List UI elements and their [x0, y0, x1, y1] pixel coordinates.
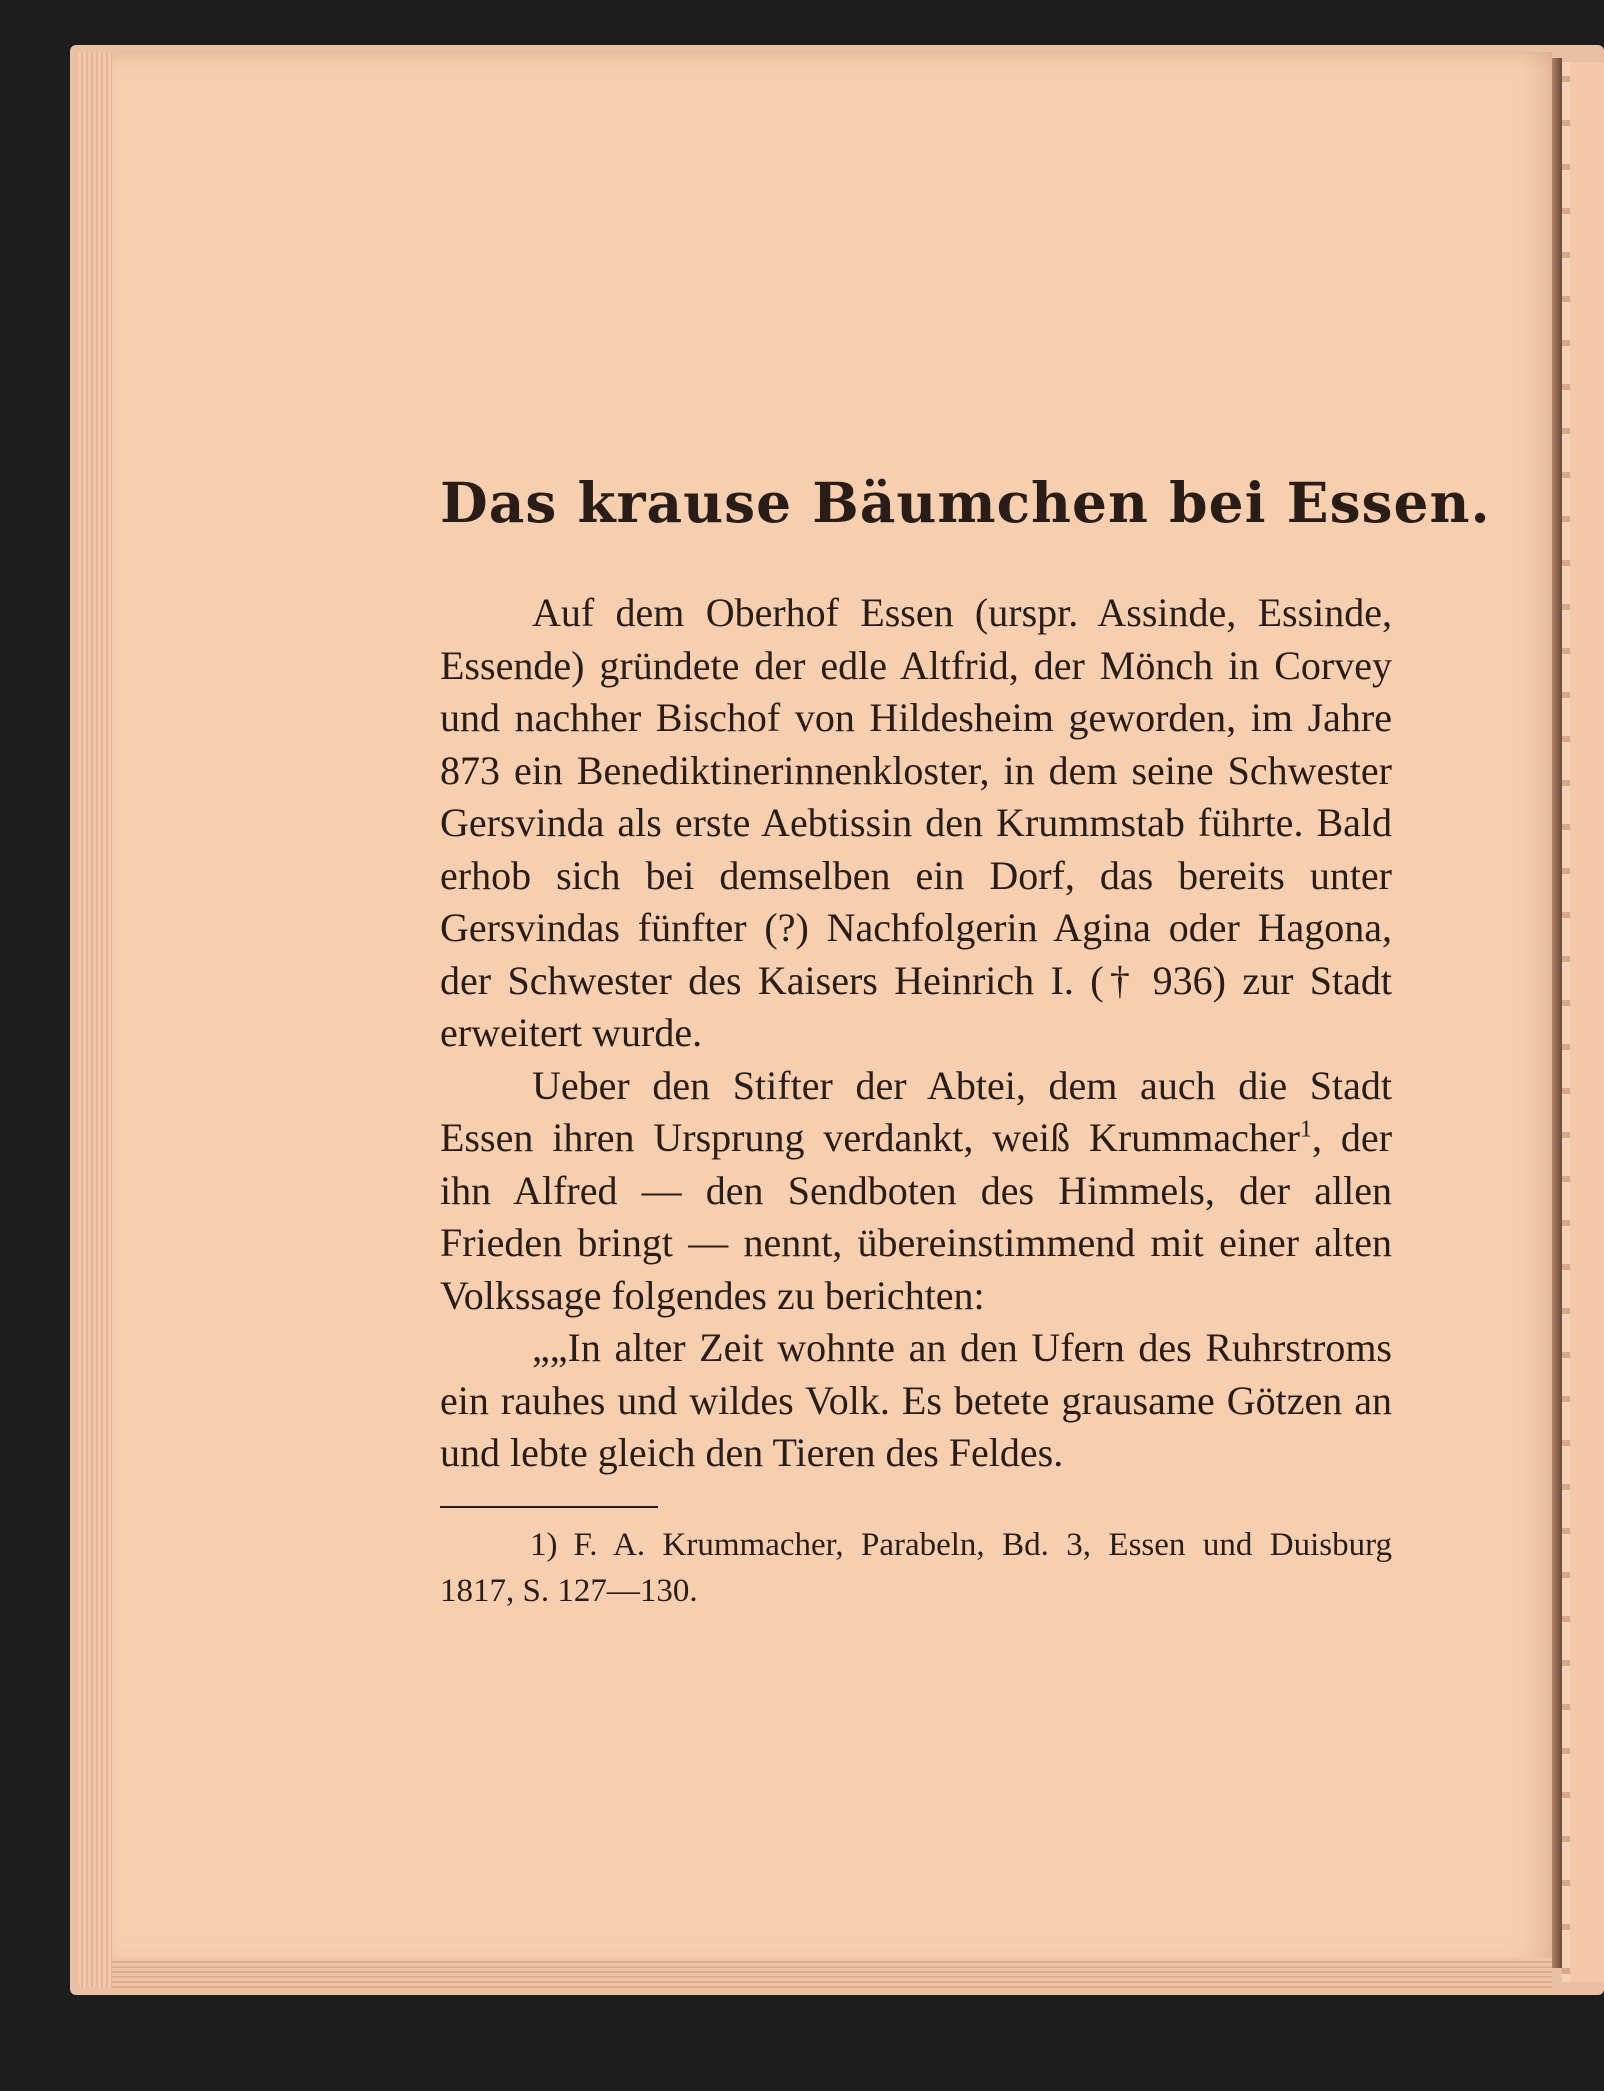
facing-page-ragged-edge	[1562, 62, 1570, 1982]
page-title: Das krause Bäumchen bei Essen.	[440, 470, 1491, 535]
paragraph-2-start: Ueber den Stifter der Abtei, dem auch die Stadt Essen ihren Ursprung verdankt, weiß Krummacher	[440, 1062, 1392, 1160]
page-stack-bottom-edge	[112, 1958, 1552, 1988]
book-gutter	[1552, 58, 1562, 1968]
facing-page-edge	[1562, 62, 1604, 1982]
footnote-divider	[440, 1506, 658, 1508]
paragraph-3: „„In alter Zeit wohnte an den Ufern des Ruhrstroms ein rauhes und wildes Volk. Es betete grausame Götzen an und lebte gleich den Tieren des Feldes.	[440, 1325, 1392, 1475]
paragraph-2-rest: , der ihn Alfred — den Sendboten des Himmels, der allen Frieden bringt — nennt, übereinstimmend mit einer alten Volkssage folgendes zu berichten:	[440, 1115, 1393, 1318]
paragraph-1: Auf dem Oberhof Essen (urspr. Assinde, Essinde, Essende) gründete der edle Altfrid, der Mönch in Corvey und nachher Bischof von Hildesheim geworden, im Jahre 873 ein Benediktinerinnenkloster, in dem seine Schwester Gersvinda als erste Aebtissin den Krummstab führte. Bald erhob sich bei demselben ein Dorf, das bereits unter Gersvindas fünfter (?) Nachfolgerin Agina oder Hagona, der Schwester des Kaisers Heinrich I. († 936) zur Stadt erweitert wurde.	[440, 590, 1392, 1055]
footnote-text: F. A. Krummacher, Parabeln, Bd. 3, Essen und Duisburg 1817, S. 127—130.	[440, 1526, 1392, 1609]
page-content	[440, 470, 1491, 1614]
footnote	[440, 1522, 1392, 1614]
footnote-number: 1)	[530, 1526, 558, 1563]
paragraph-2	[440, 1060, 1392, 1323]
footnote-reference: 1	[1300, 1116, 1312, 1143]
